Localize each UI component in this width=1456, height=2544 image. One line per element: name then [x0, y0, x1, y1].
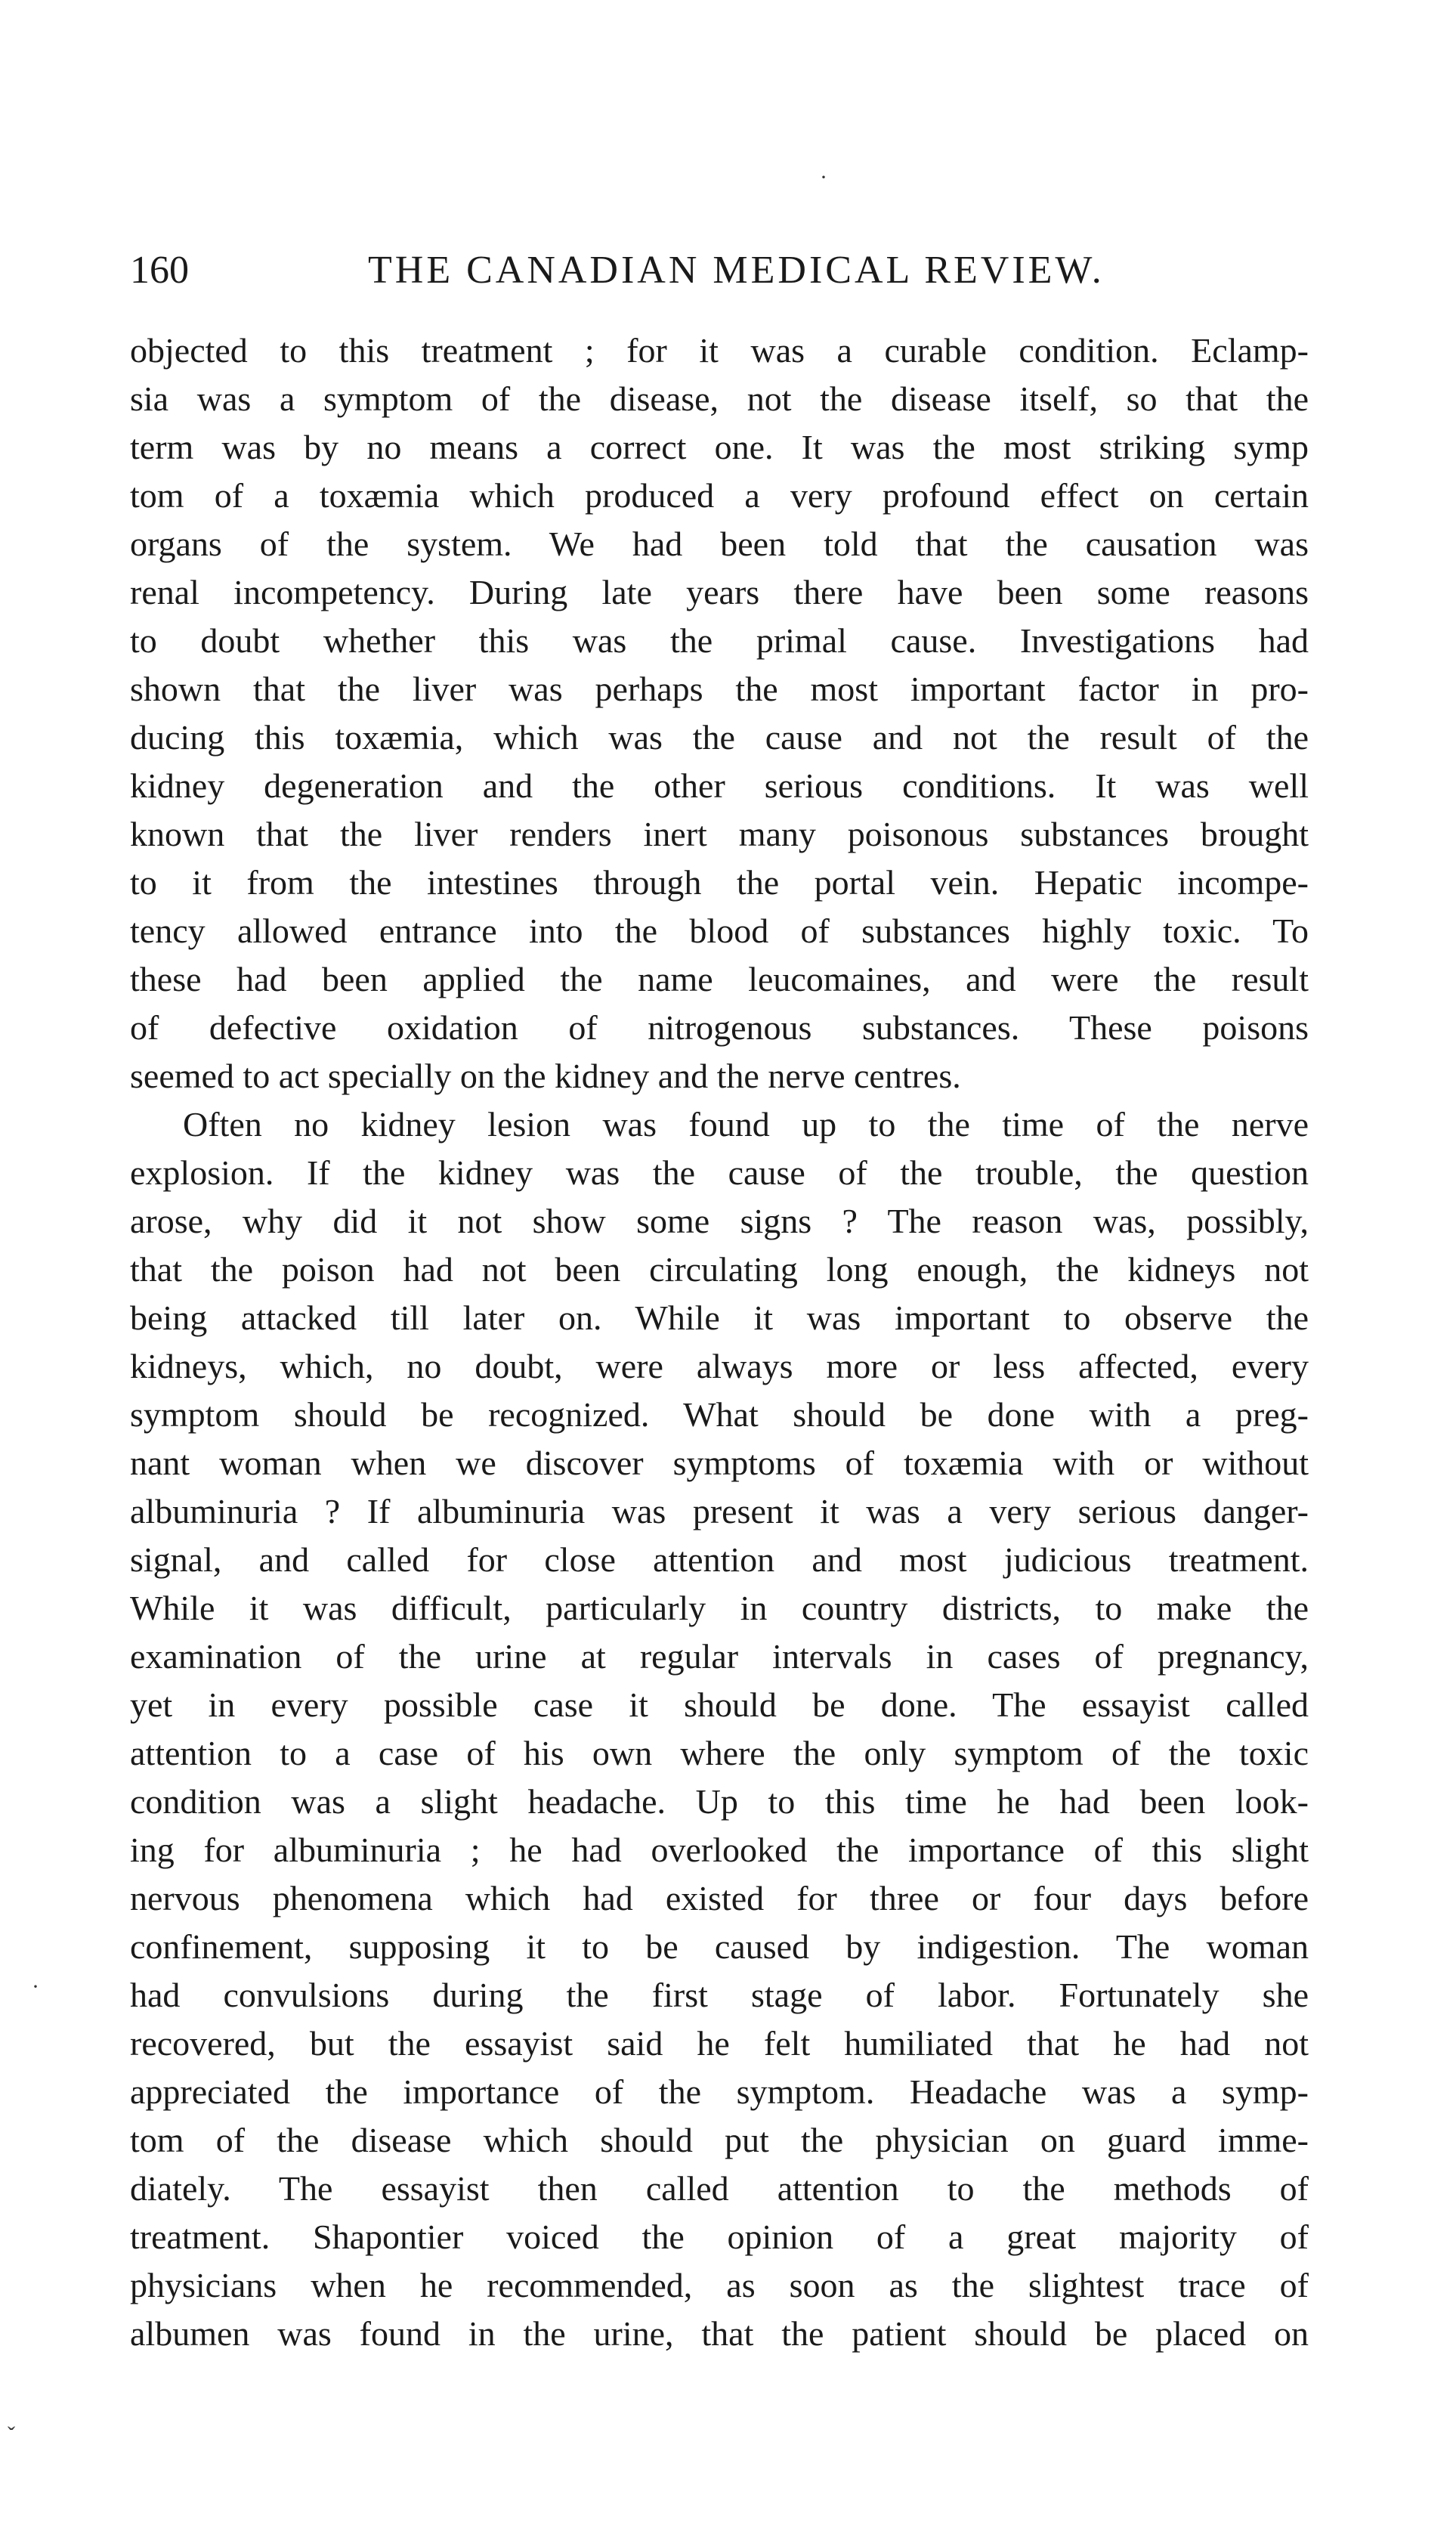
- text-line: being attacked till later on. While it was important to observe the: [130, 1298, 1309, 1337]
- text-line: diately. The essayist then called attention to the methods of: [130, 2169, 1309, 2208]
- text-line: kidneys, which, no doubt, were always more or less affected, every: [130, 1347, 1309, 1385]
- text-line: to doubt whether this was the primal cause. Investigations had: [130, 621, 1309, 660]
- text-line: explosion. If the kidney was the cause of the trouble, the question: [130, 1153, 1309, 1192]
- text-line: arose, why did it not show some signs ? The reason was, possibly,: [130, 1202, 1309, 1240]
- text-line: condition was a slight headache. Up to this time he had been look-: [130, 1782, 1309, 1821]
- text-line: renal incompetency. During late years there have been some reasons: [130, 573, 1309, 611]
- text-line: had convulsions during the first stage of labor. Fortunately she: [130, 1976, 1309, 2014]
- text-line: examination of the urine at regular intervals in cases of pregnancy,: [130, 1637, 1309, 1676]
- text-line: known that the liver renders inert many poisonous substances brought: [130, 815, 1309, 853]
- text-line: yet in every possible case it should be done. The essayist called: [130, 1685, 1309, 1724]
- text-line: ing for albuminuria ; he had overlooked the importance of this slight: [130, 1831, 1309, 1869]
- ink-speck: ˇ: [8, 2422, 15, 2447]
- text-line: nervous phenomena which had existed for three or four days before: [130, 1879, 1309, 1917]
- text-line: kidney degeneration and the other serious conditions. It was well: [130, 766, 1309, 805]
- text-line: physicians when he recommended, as soon as the slightest trace of: [130, 2266, 1309, 2304]
- text-line: signal, and called for close attention and most judicious treatment.: [130, 1540, 1309, 1579]
- text-line: seemed to act specially on the kidney and the nerve centres.: [130, 1057, 961, 1095]
- text-line: tom of the disease which should put the physician on guard imme-: [130, 2121, 1309, 2159]
- text-line: organs of the system. We had been told that the causation was: [130, 525, 1309, 563]
- text-line: these had been applied the name leucomaines, and were the result: [130, 960, 1309, 998]
- text-line: albumen was found in the urine, that the patient should be placed on: [130, 2314, 1309, 2353]
- text-line: attention to a case of his own where the only symptom of the toxic: [130, 1734, 1309, 1772]
- text-line: objected to this treatment ; for it was a curable condition. Eclamp-: [130, 331, 1309, 370]
- text-line: to it from the intestines through the portal vein. Hepatic incompe-: [130, 863, 1309, 902]
- page-header: [130, 240, 1135, 301]
- text-line: recovered, but the essayist said he felt humiliated that he had not: [130, 2024, 1309, 2063]
- text-line: appreciated the importance of the symptom. Headache was a symp-: [130, 2072, 1309, 2111]
- article-body: [130, 327, 1309, 2358]
- text-line: ducing this toxæmia, which was the cause and not the result of the: [130, 718, 1309, 757]
- text-line: confinement, supposing it to be caused by indigestion. The woman: [130, 1927, 1309, 1966]
- text-line: symptom should be recognized. What should be done with a preg-: [130, 1395, 1309, 1434]
- text-line: tency allowed entrance into the blood of substances highly toxic. To: [130, 911, 1309, 950]
- ink-speck: ·: [820, 165, 827, 190]
- running-title: THE CANADIAN MEDICAL REVIEW.: [368, 249, 1105, 292]
- text-line: shown that the liver was perhaps the most important factor in pro-: [130, 670, 1309, 708]
- text-line: While it was difficult, particularly in country districts, to make the: [130, 1589, 1309, 1627]
- text-line: Often no kidney lesion was found up to the time of the nerve: [183, 1105, 1309, 1144]
- text-line: nant woman when we discover symptoms of toxæmia with or without: [130, 1444, 1309, 1482]
- text-line: sia was a symptom of the disease, not the disease itself, so that the: [130, 379, 1309, 418]
- text-line: that the poison had not been circulating long enough, the kidneys not: [130, 1250, 1309, 1289]
- text-line: treatment. Shapontier voiced the opinion of a great majority of: [130, 2217, 1309, 2256]
- text-line: of defective oxidation of nitrogenous substances. These poisons: [130, 1008, 1309, 1047]
- text-line: term was by no means a correct one. It was the most striking symp: [130, 428, 1309, 466]
- ink-speck: ·: [32, 1974, 39, 1999]
- page-number: 160: [130, 249, 189, 292]
- text-line: albuminuria ? If albuminuria was present it was a very serious danger-: [130, 1492, 1309, 1530]
- text-line: tom of a toxæmia which produced a very profound effect on certain: [130, 476, 1309, 515]
